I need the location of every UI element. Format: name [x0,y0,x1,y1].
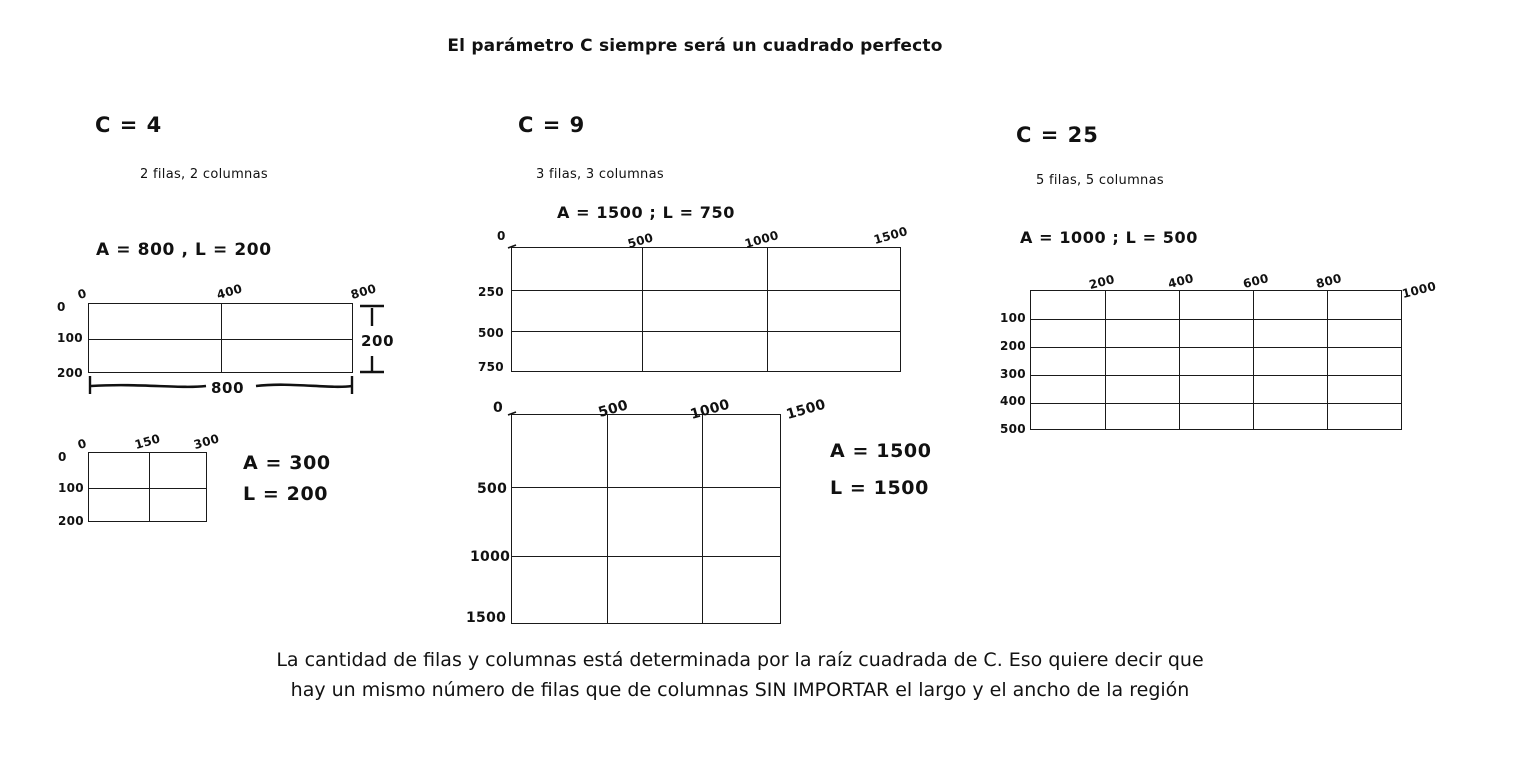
grid-c25-1 [1030,290,1402,430]
dims-l-c4-2: L = 200 [243,483,329,505]
dims-c4-grid-1: A = 800 , L = 200 [96,240,272,260]
tick-c9-1-y-2: 500 [478,326,504,340]
grid-c4-1 [88,303,353,373]
dims-c9-grid-1: A = 1500 ; L = 750 [557,203,735,222]
case-sub-c25: 5 filas, 5 columnas [1036,173,1164,188]
dims-a-c4-2: A = 300 [243,452,331,474]
tick-c9-2-y-3: 1500 [466,610,507,626]
tick-c9-2-x-3: 1500 [784,396,828,423]
tick-c25-y-2: 200 [1000,339,1026,353]
page-title: El parámetro C siempre será un cuadrado perfecto [447,36,943,56]
case-label-c4: C = 4 [95,113,163,137]
grid-line-vertical [642,248,643,371]
grid-c4-2 [88,452,207,522]
tick-c9-1-x-0: 0 [497,229,506,243]
dims-c25-grid-1: A = 1000 ; L = 500 [1020,228,1198,247]
case-label-c9: C = 9 [518,113,586,137]
tick-c9-2-y-1: 500 [477,481,508,497]
case-sub-c4: 2 filas, 2 columnas [140,167,268,182]
footer-line-2: hay un mismo número de filas que de columnas SIN IMPORTAR el largo y el ancho de la región [290,679,1190,701]
grid-line-horizontal [1031,319,1401,320]
tick-c4-2-x-2: 300 [192,431,221,452]
grid-line-horizontal [1031,403,1401,404]
tick-c4-1-y-0: 0 [57,300,66,314]
tick-c9-2-x-2: 1000 [688,396,732,423]
tick-c25-x-2: 400 [1166,271,1196,291]
grid-line-horizontal [89,339,352,340]
tick-c4-1-x-1: 400 [215,281,244,302]
tick-c9-1-x-1: 500 [626,230,655,251]
tick-c25-y-3: 300 [1000,367,1026,381]
grid-line-vertical [767,248,768,371]
grid-line-horizontal [89,488,206,489]
grid-line-vertical [221,304,222,372]
grid-line-horizontal [512,556,780,557]
tick-c4-1-x-2: 800 [349,281,378,302]
grid-line-horizontal [1031,375,1401,376]
grid-line-vertical [1327,291,1328,429]
case-label-c25: C = 25 [1016,123,1099,147]
tick-c25-x-5: 1000 [1400,279,1438,301]
tick-c4-2-y-1: 100 [58,481,84,495]
grid-line-vertical [702,415,703,623]
tick-c25-y-4: 400 [1000,394,1026,408]
grid-c9-2 [511,414,781,624]
tick-c25-x-4: 800 [1314,271,1344,291]
tick-c25-x-3: 600 [1241,271,1271,291]
grid-line-vertical [1179,291,1180,429]
footer-line-1: La cantidad de filas y columnas está determinada por la raíz cuadrada de C. Eso quiere decir que [276,649,1204,671]
tick-c9-1-x-3: 1500 [872,224,910,247]
tick-c4-2-x-0: 0 [76,436,89,452]
grid-line-horizontal [512,487,780,488]
tick-c9-1-y-3: 750 [478,360,504,374]
grid-line-vertical [607,415,608,623]
tick-c9-2-y-2: 1000 [470,549,511,565]
tick-c4-2-y-0: 0 [58,450,67,464]
tick-c25-y-5: 500 [1000,422,1026,436]
grid-line-vertical [1105,291,1106,429]
grid-line-vertical [149,453,150,521]
width-label-c4-1: 800 [211,379,245,397]
tick-c9-2-x-1: 500 [596,397,630,421]
tick-c9-1-y-1: 250 [478,285,504,299]
footer-text [0,645,1480,705]
tick-c9-2-x-0: 0 [493,400,504,416]
grid-line-horizontal [1031,347,1401,348]
tick-c25-y-1: 100 [1000,311,1026,325]
grid-line-vertical [1253,291,1254,429]
tick-c4-2-x-1: 150 [133,431,162,452]
grid-line-horizontal [512,290,900,291]
grid-c9-1 [511,247,901,372]
height-label-c4-1: 200 [361,332,395,350]
tick-c4-1-y-1: 100 [57,331,83,345]
tick-c9-1-x-2: 1000 [743,228,781,251]
tick-c4-1-y-2: 200 [57,366,83,380]
tick-c4-2-y-2: 200 [58,514,84,528]
grid-line-horizontal [512,331,900,332]
dims-a-c9-2: A = 1500 [830,440,932,462]
dims-l-c9-2: L = 1500 [830,477,929,499]
tick-c4-1-x-0: 0 [76,286,89,302]
case-sub-c9: 3 filas, 3 columnas [536,167,664,182]
tick-c25-x-1: 200 [1087,272,1117,292]
